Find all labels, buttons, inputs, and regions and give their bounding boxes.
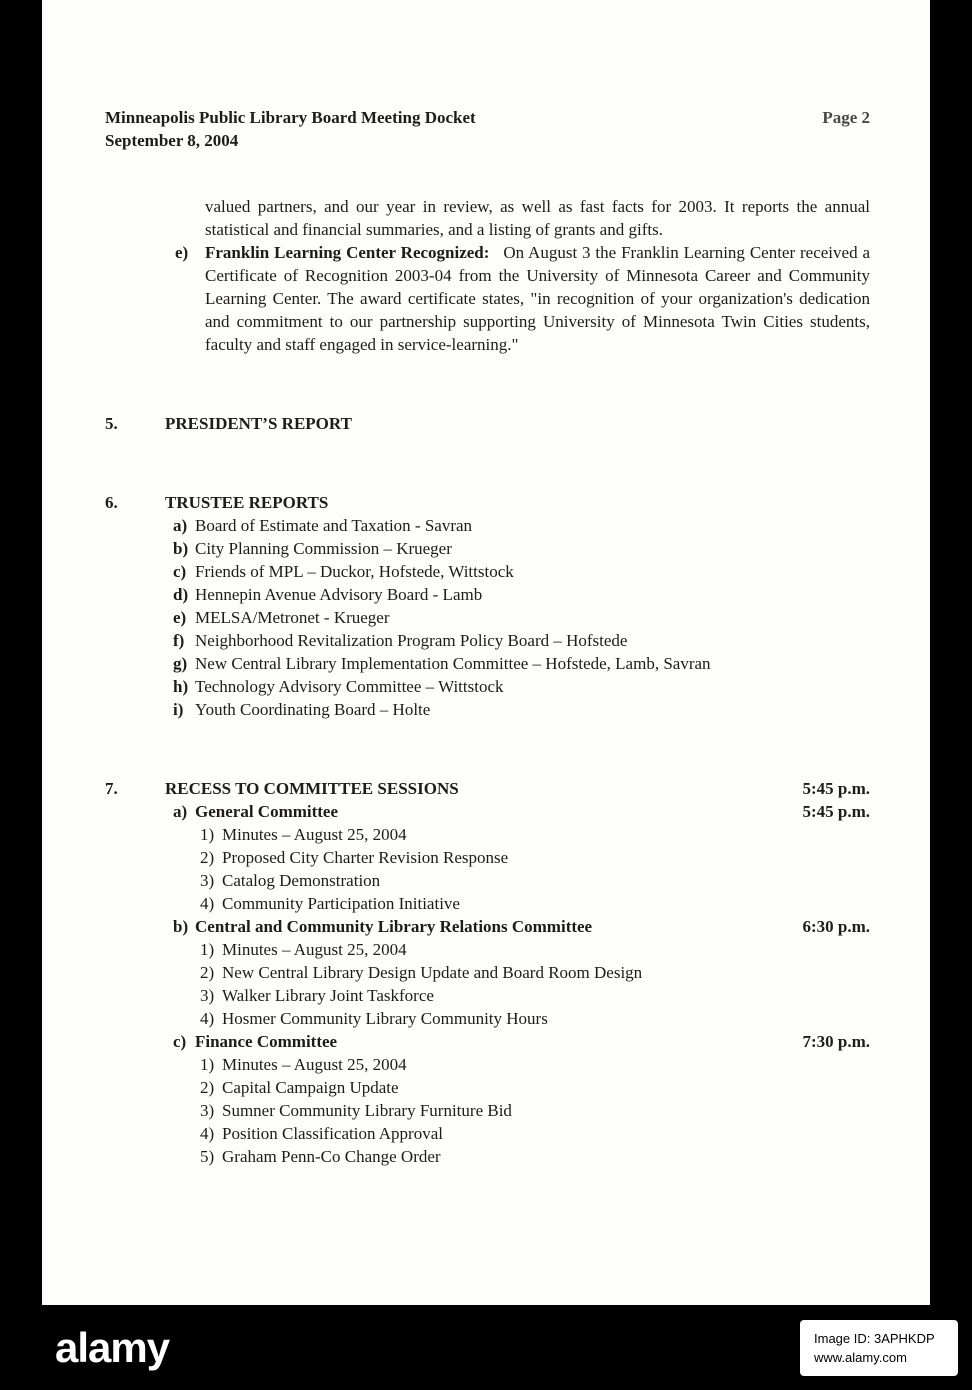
agenda-item-label: f) (173, 631, 185, 650)
agenda-subitem-text: Community Participation Initiative (222, 894, 460, 913)
section-number: 6. (105, 493, 118, 512)
agenda-item (173, 698, 870, 721)
agenda-subitem-label: 1) (200, 825, 215, 844)
agenda-subitem (200, 938, 870, 961)
agenda-subitem-text: Sumner Community Library Furniture Bid (222, 1101, 512, 1120)
agenda-subitem-label: 5) (200, 1147, 215, 1166)
agenda-item-text: General Committee (195, 802, 339, 821)
document-header (105, 106, 870, 129)
agenda-item-time: 6:30 p.m. (802, 917, 870, 936)
agenda-item-label: g) (173, 654, 188, 673)
agenda-item (173, 606, 870, 629)
agenda-subitem-label: 4) (200, 1124, 215, 1143)
watermark-bar (0, 1305, 972, 1390)
agenda-item (173, 1030, 870, 1053)
alamy-logo: alamy (55, 1323, 170, 1371)
agenda-subitem-text: Hosmer Community Library Community Hours (222, 1009, 548, 1028)
agenda-subitem (200, 823, 870, 846)
agenda-item-text: City Planning Commission – Krueger (195, 539, 452, 558)
agenda-subitem (200, 1122, 870, 1145)
docket-section (105, 491, 870, 721)
agenda-subitem-label: 2) (200, 1078, 215, 1097)
agenda-subitem-label: 1) (200, 1055, 215, 1074)
black-border-right (930, 0, 972, 1390)
agenda-subitem-text: New Central Library Design Update and Board Room Design (222, 963, 643, 982)
agenda-subitem (200, 1145, 870, 1168)
agenda-item (173, 675, 870, 698)
agenda-item-label: d) (173, 585, 189, 604)
section-items (105, 514, 870, 721)
item-e-title: Franklin Learning Center Recognized: (205, 243, 490, 262)
agenda-item-time: 7:30 p.m. (802, 1032, 870, 1051)
agenda-subitem-label: 4) (200, 894, 215, 913)
section-number: 5. (105, 414, 118, 433)
agenda-item-text: Friends of MPL – Duckor, Hofstede, Wittstock (195, 562, 514, 581)
agenda-subitem-label: 4) (200, 1009, 215, 1028)
watermark-url: www.alamy.com (814, 1349, 907, 1365)
agenda-item-label: h) (173, 677, 189, 696)
agenda-subitem-text: Minutes – August 25, 2004 (222, 940, 407, 959)
agenda-item-text: Neighborhood Revitalization Program Policy Board – Hofstede (195, 631, 628, 650)
agenda-subitem-text: Walker Library Joint Taskforce (222, 986, 434, 1005)
agenda-subitem-text: Capital Campaign Update (222, 1078, 399, 1097)
section-number: 7. (105, 779, 118, 798)
agenda-item-label: c) (173, 562, 187, 581)
document-content (105, 106, 870, 1168)
docket-section (105, 412, 870, 435)
agenda-item-text: Hennepin Avenue Advisory Board - Lamb (195, 585, 483, 604)
agenda-item-text: New Central Library Implementation Committee – Hofstede, Lamb, Savran (195, 654, 711, 673)
agenda-subitem-label: 2) (200, 848, 215, 867)
section-title: TRUSTEE REPORTS (165, 493, 329, 512)
agenda-subitem (200, 1053, 870, 1076)
agenda-item-text: Central and Community Library Relations Committee (195, 917, 593, 936)
agenda-item (173, 629, 870, 652)
agenda-item-label: b) (173, 917, 189, 936)
document-page (42, 0, 930, 1305)
docket-section (105, 777, 870, 1168)
agenda-subitem (200, 1007, 870, 1030)
agenda-item (173, 800, 870, 823)
agenda-sections (105, 412, 870, 1168)
agenda-subitem-label: 3) (200, 986, 215, 1005)
agenda-subitem-text: Catalog Demonstration (222, 871, 381, 890)
image-id: Image ID: 3APHKDP (814, 1330, 935, 1346)
agenda-subitem (200, 1076, 870, 1099)
agenda-subitem-label: 3) (200, 1101, 215, 1120)
agenda-item (173, 537, 870, 560)
agenda-subitem-text: Position Classification Approval (222, 1124, 443, 1143)
agenda-subitem (200, 892, 870, 915)
section-header (105, 777, 870, 800)
agenda-subitem-text: Proposed City Charter Revision Response (222, 848, 509, 867)
agenda-item-text: MELSA/Metronet - Krueger (195, 608, 390, 627)
agenda-subitem-text: Graham Penn-Co Change Order (222, 1147, 441, 1166)
agenda-item-text: Finance Committee (195, 1032, 338, 1051)
agenda-item-e (175, 241, 871, 356)
agenda-item (173, 560, 870, 583)
agenda-subitem (200, 869, 870, 892)
section-title: RECESS TO COMMITTEE SESSIONS (165, 779, 459, 798)
document-title: Minneapolis Public Library Board Meeting Docket (105, 108, 476, 127)
section-title: PRESIDENT’S REPORT (165, 414, 352, 433)
agenda-item-label: a) (173, 516, 188, 535)
section-header (105, 412, 870, 435)
item-e-body: On August 3 the Franklin Learning Center received a Certificate of Recognition 2003-04 from the University of Minnesota Career and Community Learning Center. The award certificate states, "in recognition of your organization's dedication and commitment to our partnership supporting University of Minnesota Twin Cities students, faculty and staff engaged in service-learning." (205, 243, 871, 354)
item-e-label: e) (175, 243, 189, 262)
agenda-subitem-label: 3) (200, 871, 215, 890)
agenda-item-text: Board of Estimate and Taxation - Savran (195, 516, 473, 535)
agenda-item-label: e) (173, 608, 187, 627)
agenda-item-label: c) (173, 1032, 187, 1051)
document-date: September 8, 2004 (105, 131, 239, 150)
agenda-item-label: b) (173, 539, 189, 558)
agenda-item-text: Technology Advisory Committee – Wittstock (195, 677, 504, 696)
agenda-subitem (200, 1099, 870, 1122)
section-header (105, 491, 870, 514)
image-id-box (800, 1320, 958, 1376)
agenda-subitem-label: 2) (200, 963, 215, 982)
page-number: Page 2 (822, 108, 870, 127)
agenda-item-label: a) (173, 802, 188, 821)
agenda-item-time: 5:45 p.m. (802, 802, 870, 821)
agenda-item (173, 652, 870, 675)
intro-paragraph: valued partners, and our year in review, as well as fast facts for 2003. It reports the annual statistical and financial summaries, and a listing of grants and gifts. (205, 197, 870, 239)
agenda-item-text: Youth Coordinating Board – Holte (195, 700, 431, 719)
agenda-subitem (200, 984, 870, 1007)
agenda-item (173, 915, 870, 938)
section-time: 5:45 p.m. (802, 779, 870, 798)
agenda-subitem-label: 1) (200, 940, 215, 959)
agenda-subitem-text: Minutes – August 25, 2004 (222, 1055, 407, 1074)
agenda-item (173, 514, 870, 537)
agenda-subitem (200, 961, 870, 984)
agenda-item (173, 583, 870, 606)
agenda-subitem (200, 846, 870, 869)
section-items (105, 800, 870, 1168)
agenda-subitem-text: Minutes – August 25, 2004 (222, 825, 407, 844)
agenda-item-label: i) (173, 700, 184, 719)
black-border-left (0, 0, 42, 1390)
